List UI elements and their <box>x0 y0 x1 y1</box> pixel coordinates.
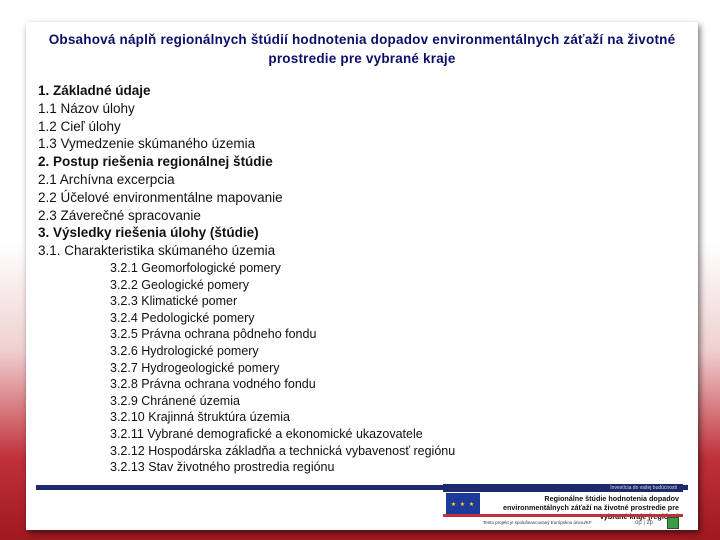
op-zp-logo: op | žp <box>635 520 653 526</box>
outline-subitem: 3.2.11 Vybrané demografické a ekonomické ukazovatele <box>110 426 423 441</box>
outline-subitem: 3.2.9 Chránené územia <box>110 393 240 408</box>
outline-subitem: 3.2.6 Hydrologické pomery <box>110 343 259 358</box>
outline-item: 1.3 Vymedzenie skúmaného územia <box>38 136 256 152</box>
outline-item: 1.1 Názov úlohy <box>38 100 135 116</box>
outline-subitem: 3.2.10 Krajinná štruktúra územia <box>110 410 290 425</box>
outline-subitem: 3.2.3 Klimatické pomer <box>110 294 238 309</box>
slide-title: Obsahová náplň regionálnych štúdií hodnotenia dopadov environmentálnych záťaží na životné prostredie pre vybrané kraje <box>48 32 676 66</box>
section-heading: 1. Základné údaje <box>38 83 151 98</box>
project-logo <box>443 484 683 530</box>
slogan: Investícia do vašej budúcnosti <box>443 484 683 492</box>
outline-subitem: 3.2.4 Pedologické pomery <box>110 310 255 325</box>
outline-item: 3.1. Charakteristika skúmaného územia <box>38 243 276 259</box>
logo-divider <box>443 514 683 517</box>
outline-subitem: 3.2.12 Hospodárska základňa a technická vybavenosť regiónu <box>110 443 456 458</box>
cofinance-text: Tento projekt je spolufinancovaný Európskou úniou/KF <box>483 520 592 525</box>
outline-item: 2.3 Záverečné spracovanie <box>38 207 201 223</box>
outline-subitem: 3.2.5 Právna ochrana pôdneho fondu <box>110 327 317 342</box>
outline-item: 2.1 Archívna excerpcia <box>38 171 175 187</box>
outline-subitem: 3.2.2 Geologické pomery <box>110 277 249 292</box>
outline-subitem: 3.2.7 Hydrogeologické pomery <box>110 360 280 375</box>
outline-subitem: 3.2.13 Stav životného prostredia regiónu <box>110 460 335 475</box>
section-heading: 2. Postup riešenia regionálnej štúdie <box>38 154 273 170</box>
outline-item: 2.2 Účelové environmentálne mapovanie <box>38 189 283 205</box>
outline-subitem: 3.2.1 Geomorfologické pomery <box>110 260 281 275</box>
eu-flag-icon: ★ ★ ★ <box>446 493 480 517</box>
section-heading: 3. Výsledky riešenia úlohy (štúdie) <box>38 225 259 241</box>
outline <box>38 82 455 476</box>
outline-subitem: 3.2.8 Právna ochrana vodného fondu <box>110 377 316 392</box>
slide <box>26 22 698 530</box>
project-title: Regionálne štúdie hodnotenia dopadov environmentálnych záťaží na životné prostredie pre <box>503 494 679 512</box>
outline-item: 1.2 Cieľ úlohy <box>38 118 121 134</box>
qr-logo-icon <box>667 517 679 529</box>
